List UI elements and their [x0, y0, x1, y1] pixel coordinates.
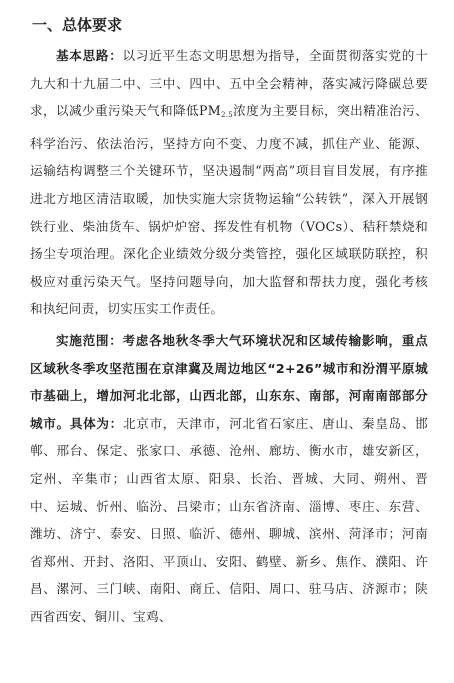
pm-subscript: 2.5 [220, 111, 234, 120]
basic-approach-text-a: 以习近平生态文明思想为指导，全面贯彻落实党的十九大和十九届二中、三中、四中、五中全会精神，落实减污降碳总要求，以减少重污染天气和降低PM [30, 48, 428, 119]
basic-approach-paragraph [30, 42, 428, 323]
basic-approach-lead: 基本思路： [56, 48, 123, 63]
scope-paragraph [30, 327, 428, 631]
section-heading: 一、总体要求 [32, 16, 123, 34]
scope-city-list: 北京市，天津市，河北省石家庄、唐山、秦皇岛、邯郸、邢台、保定、张家口、承德、沧州、廊坊、衡水市，雄安新区，定州、辛集市；山西省太原、阳泉、长治、晋城、大同、朔州、晋中、运城、忻州、临汾、吕梁市；山东省济南、淄博、枣庄、东营、潍坊、济宁、泰安、日照、临沂、德州、聊城、滨州、菏泽市；河南省郑州、开封、洛阳、平顶山、安阳、鹤壁、新乡、焦作、濮阳、许昌、漯河、三门峡、南阳、商丘、信阳、周口、驻马店、济源市；陕西省西安、铜川、宝鸡、 [30, 415, 429, 624]
scope-bold-text: 考虑各地秋冬季大气环境状况和区域传输影响，重点区域秋冬季攻坚范围在京津冀及周边地区“2+26”城市和汾渭平原城市基础上，增加河北北部，山西北部，山东东、南部，河南南部部分城市。 [30, 332, 428, 431]
scope-specific-lead: 具体为： [69, 415, 123, 431]
basic-approach-text-b: 浓度为主要目标，突出精准治污、科学治污、依法治污，坚持方向不变、力度不减，抓住产业、能源、运输结构调整三个关键环节，坚决遏制“两高”项目盲目发展，有序推进北方地区清洁取暖，加快实施大宗货物运输“公转铁”，深入开展钢铁行业、柴油货车、锅炉炉窑、挥发性有机物（VOCs）、秸秆禁烧和扬尘专项治理。深化企业绩效分级分类管控，强化区域联防联控，积极应对重污染天气。坚持问题导向，加大监督和帮扶力度，强化考核和执纪问责，切实压实工作责任。 [30, 103, 429, 317]
scope-lead: 实施范围： [56, 332, 123, 348]
